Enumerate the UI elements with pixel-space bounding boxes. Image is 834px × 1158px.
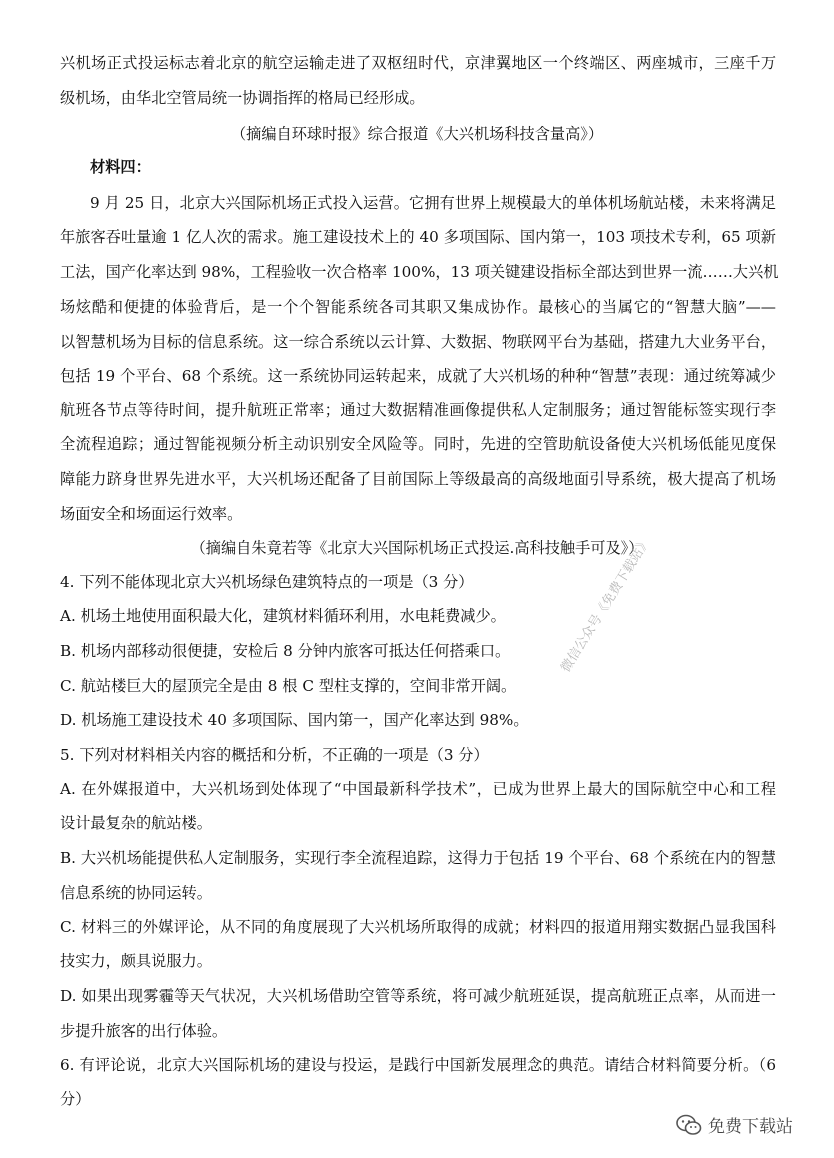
option-5d: D. 如果出现雾霾等天气状况，大兴机场借助空管等系统，将可减少航班延误，提高航班正点率，从而进一 — [60, 987, 776, 1005]
text-line: 包括 19 个平台、68 个系统。这一系统协同运转起来，成就了大兴机场的种种“智慧”表现：通过统筹减少 — [60, 367, 776, 385]
text-line: 年旅客吞吐量逾 1 亿人次的需求。施工建设技术上的 40 多项国际、国内第一，103 项技术专利，65 项新 — [60, 228, 776, 246]
text-line: 全流程追踪；通过智能视频分析主动识别安全风险等。同时，先进的空管助航设备使大兴机场低能见度保 — [60, 435, 776, 453]
question-5: 5. 下列对材料相关内容的概括和分析，不正确的一项是（3 分） — [60, 746, 489, 764]
text-line: 航班各节点等待时间，提升航班正常率；通过大数据精准画像提供私人定制服务；通过智能标签实现行李 — [60, 401, 776, 419]
option-4d: D. 机场施工建设技术 40 多项国际、国内第一，国产化率达到 98%。 — [60, 711, 529, 729]
source-citation: （摘编自朱竟若等《北京大兴国际机场正式投运.高科技触手可及》） — [190, 539, 644, 557]
brand-label: 免费下载站 — [708, 1117, 793, 1137]
option-5b-cont: 信息系统的协同运转。 — [60, 884, 212, 902]
brand-logo — [676, 1112, 793, 1137]
option-5a-cont: 设计最复杂的航站楼。 — [60, 814, 212, 832]
text-line: 场面安全和场面运行效率。 — [60, 505, 243, 523]
source-citation: （摘编自环球时报》综合报道《大兴机场科技含量高》） — [230, 125, 604, 143]
question-6: 6. 有评论说，北京大兴国际机场的建设与投运，是践行中国新发展理念的典范。请结合材料简要分析。（6 — [60, 1056, 776, 1074]
text-line: 工法，国产化率达到 98%，工程验收一次合格率 100%，13 项关键建设指标全部达到世界一流……大兴机 — [60, 263, 779, 281]
option-5c: C. 材料三的外媒评论，从不同的角度展现了大兴机场所取得的成就；材料四的报道用翔实数据凸显我国科 — [60, 918, 776, 936]
watermark: 微信公众号《免费下载站》 — [558, 534, 654, 676]
option-5c-cont: 技实力，颇具说服力。 — [60, 952, 212, 970]
text-line: 场炫酷和便捷的体验背后，是一个个智能系统各司其职又集成协作。最核心的当属它的“智慧大脑”—— — [60, 298, 776, 316]
section-heading: 材料四： — [90, 158, 151, 176]
question-4: 4. 下列不能体现北京大兴机场绿色建筑特点的一项是（3 分） — [60, 573, 474, 591]
text-line: 9 月 25 日，北京大兴国际机场正式投入运营。它拥有世界上规模最大的单体机场航站楼，未来将满足 — [90, 194, 776, 212]
text-line: 以智慧机场为目标的信息系统。这一综合系统以云计算、大数据、物联网平台为基础，搭建九大业务平台， — [60, 333, 776, 351]
text-line: 障能力跻身世界先进水平，大兴机场还配备了目前国际上等级最高的高级地面引导系统，极大提高了机场 — [60, 470, 776, 488]
text-line: 兴机场正式投运标志着北京的航空运输走进了双枢纽时代，京津翼地区一个终端区、两座城市，三座千万 — [60, 54, 776, 72]
option-4b: B. 机场内部移动很便捷，安检后 8 分钟内旅客可抵达任何搭乘口。 — [60, 642, 511, 660]
wechat-icon — [676, 1114, 702, 1136]
question-6-cont: 分） — [60, 1090, 91, 1108]
text-line: 级机场，由华北空管局统一协调指挥的格局已经形成。 — [60, 89, 425, 107]
option-4c: C. 航站楼巨大的屋顶完全是由 8 根 C 型柱支撑的，空间非常开阔。 — [60, 677, 517, 695]
option-5b: B. 大兴机场能提供私人定制服务，实现行李全流程追踪，这得力于包括 19 个平台、68 个系统在内的智慧 — [60, 849, 776, 867]
option-5d-cont: 步提升旅客的出行体验。 — [60, 1022, 228, 1040]
option-4a: A. 机场土地使用面积最大化，建筑材料循环利用，水电耗费减少。 — [60, 607, 506, 625]
option-5a: A. 在外媒报道中，大兴机场到处体现了“中国最新科学技术”，已成为世界上最大的国际航空中心和工程 — [60, 780, 776, 798]
